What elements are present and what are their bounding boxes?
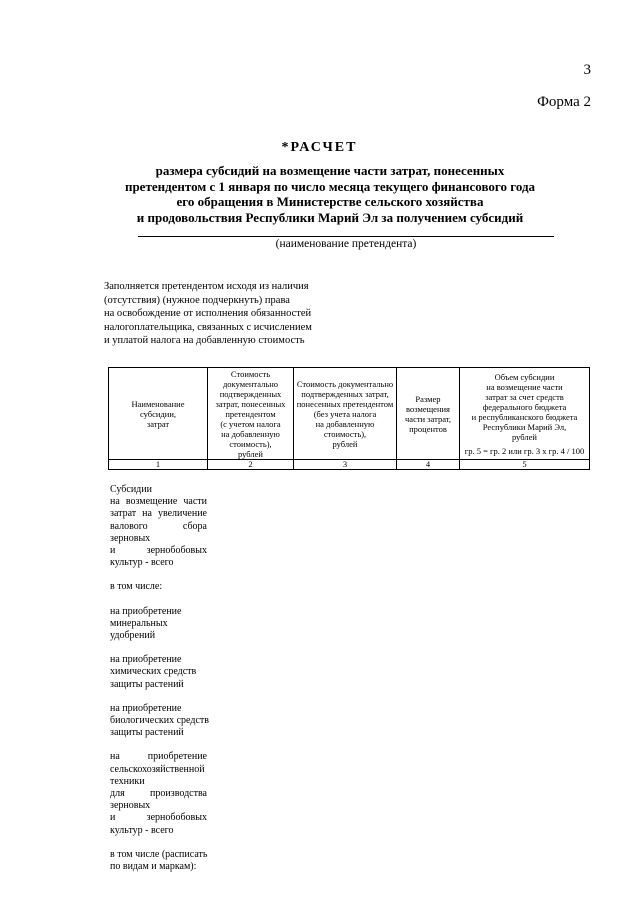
row-machinery-breakdown: в том числе (расписать по видам и маркам): [110,848,208,873]
header-subsidy-amount: Объем субсидии на возмещение части затрат за счет средств федерального бюджета и республиканского бюджета Республики Марий Эл, рублей гр. 5 = гр. 2 или гр. 3 х гр. 4 / 100 [460,368,590,460]
note-line: Заполняется претендентом исходя из наличия [104,281,309,292]
note-line: и уплатой налога на добавленную стоимость [104,335,305,346]
header-subsidy-name: Наименование субсидии, затрат [109,368,208,460]
subtitle-line: его обращения в Министерстве сельского хозяйства [176,194,484,209]
row-machinery-total: на приобретение сельскохозяйственной техники для производства зерновых и зернобобовых культур - всего [110,751,207,836]
column-number: 4 [397,460,460,470]
form-label: Форма 2 [537,94,591,110]
formula-text: гр. 5 = гр. 2 или гр. 3 х гр. 4 / 100 [464,445,585,456]
row-mineral-fertilizers: на приобретение минеральных удобрений [110,605,182,642]
page-number: 3 [583,62,591,78]
row-chemical-protection: на приобретение химических средств защиты растений [110,654,197,690]
column-number: 2 [208,460,294,470]
row-including: в том числе: [110,581,163,593]
row-subsidy-total: Субсидии на возмещение части затрат на увеличение валового сбора зерновых и зернобобовых культур - всего [110,484,207,569]
note-line: (отсутствия) (нужное подчеркнуть) права [104,294,290,306]
row-biological-protection: на приобретение биологических средств защиты растений [110,702,209,739]
subtitle-line: претендентом с 1 января по число месяца текущего финансового года [124,178,536,194]
column-number: 3 [294,460,397,470]
applicant-name-line [138,236,554,237]
note-line: на освобождение от исполнения обязанностей [104,308,312,319]
row-labels [110,484,207,885]
column-number: 5 [460,460,590,470]
subsidy-calculation-table [108,367,590,470]
fill-instruction-note [104,280,344,348]
document-title: *РАСЧЕТ [281,140,358,155]
header-reimbursement-percent: Размер возмещения части затрат, процентов [397,368,460,460]
subtitle-line: размера субсидий на возмещение части затрат, понесенных [155,163,505,178]
header-cost-without-vat: Стоимость документально подтвержденных затрат, понесенных претендентом (без учета налога на добавленную стоимость), рублей [294,368,397,460]
applicant-caption: (наименование претендента) [275,238,417,250]
document-subtitle [120,163,540,225]
header-cost-with-vat: Стоимость документально подтвержденных затрат, понесенных претендентом (с учетом налога на добавленную стоимость), рублей [208,368,294,460]
subtitle-line: и продовольствия Республики Марий Эл за получением субсидий [136,209,524,225]
column-number: 1 [109,460,208,470]
note-line: налогоплательщика, связанных с исчислением [104,321,312,333]
